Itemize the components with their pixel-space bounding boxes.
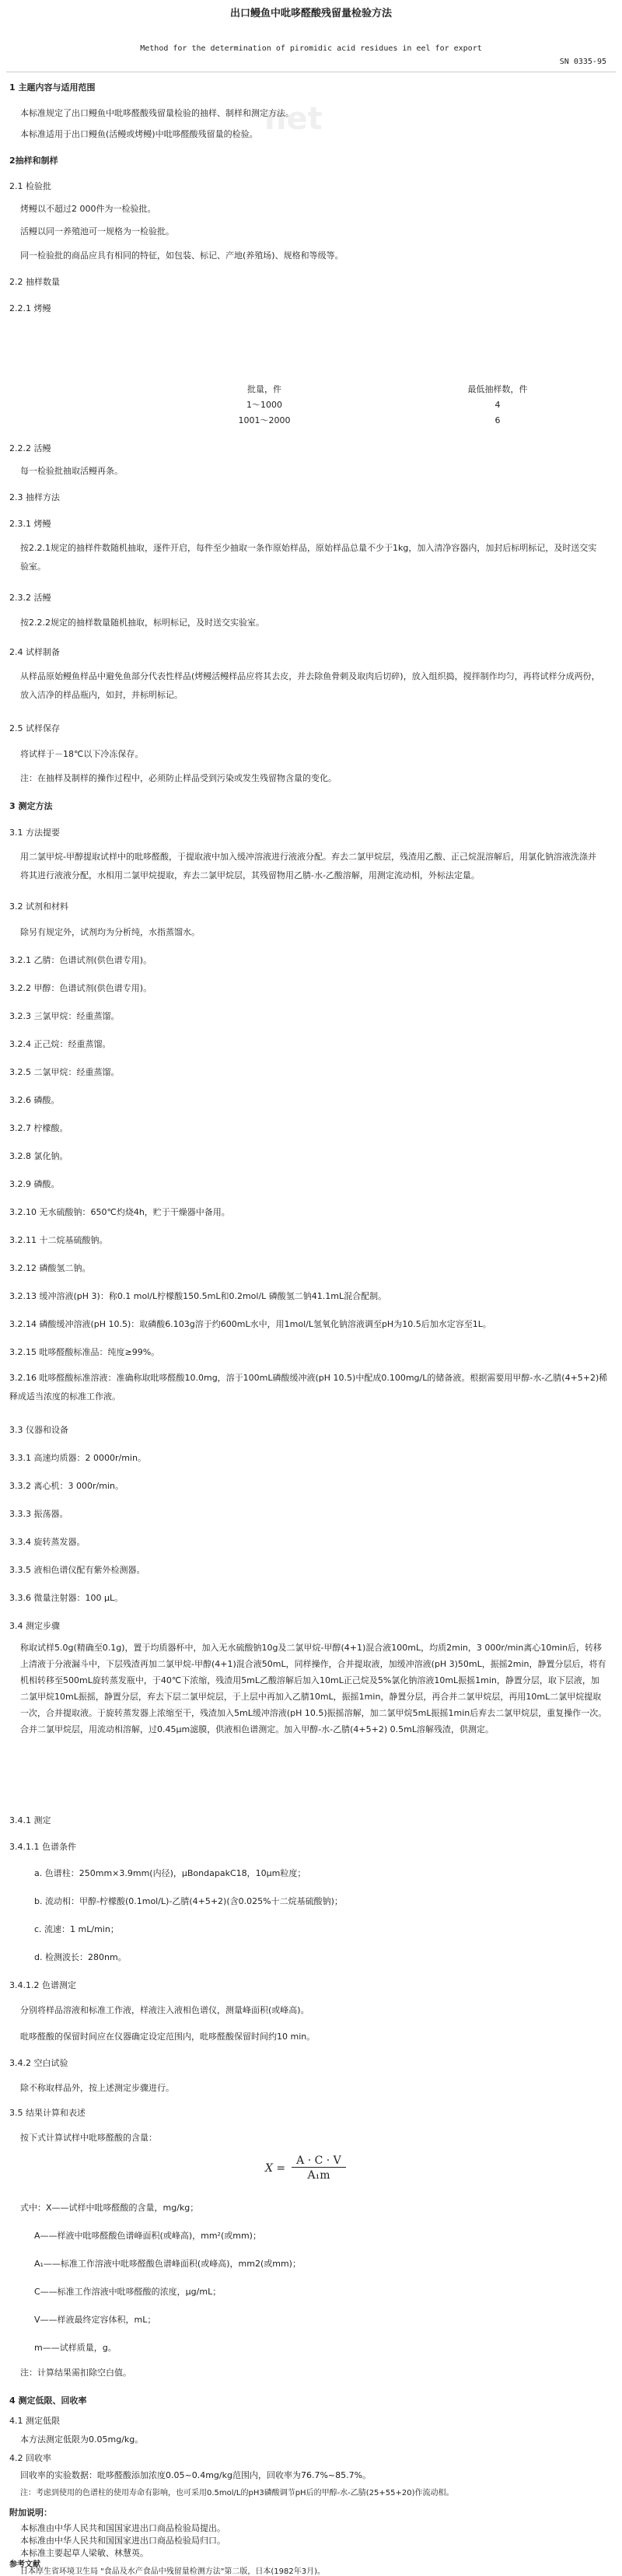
reagent-item: 3.2.2 甲醇：色谱试剂(供色谱专用)。	[9, 983, 152, 993]
paragraph: 称取试样5.0g(精确至0.1g)，置于均质器杯中，加入无水硫酸钠10g及二氯甲烷-甲醇(4+1)混合液100mL，均质2min，3 000r/min离心10min后，转移上清液于分液漏斗中，下层残渣再加二氯甲烷-甲醇(4+1)混合液50mL，同样操作，合并提取液，加缓冲溶液(pH 3)50mL，振摇2min，静置分层后，将有机相转移至500mL旋转蒸发瓶中，于40℃下浓缩，残渣用5mL乙酸溶解后加入10mL正己烷及5%氯化钠溶液10mL振摇1min，静置分层，取下层液，加二氯甲烷10mL振摇，静置分层，弃去下层二氯甲烷层，于上层中再加入乙腈10mL，振摇1min，静置分层，再合并二氯甲烷层，再用10mL二氯甲烷提取一次，合并提取液。于旋转蒸发器上浓缩至干，残渣加入5mL缓冲溶液(pH 10.5)振摇溶解，加二氯甲烷5mL振摇1min后弃去二氯甲烷层，重复操作一次。合并二氯甲烷层，用流动相溶解，过0.45μm滤膜，供液相色谱测定。加入甲醇-水-乙腈(4+5+2) 0.5mL溶解残渣，供测定。	[20, 1643, 607, 1734]
subheading: 3.4.1.1 色谱条件	[9, 1842, 76, 1852]
note: 注：计算结果需扣除空白值。	[20, 2368, 131, 2378]
condition-item: d. 检测波长：280nm。	[34, 1952, 127, 1962]
appendix-line: 本标准由中华人民共和国国家进出口商品检验局归口。	[20, 2536, 225, 2546]
paragraph: 除不称取样品外，按上述测定步骤进行。	[20, 2083, 174, 2093]
paragraph: 按下式计算试样中吡哆醛酸的含量：	[20, 2133, 157, 2143]
apparatus-item: 3.3.2 离心机：3 000r/min。	[9, 1481, 124, 1491]
reagent-item: 3.2.12 磷酸氢二钠。	[9, 1263, 91, 1273]
where-item: m——试样质量，g。	[34, 2343, 117, 2353]
paragraph: 注：在抽样及制样的操作过程中，必须防止样品受到污染或发生残留物含量的变化。	[20, 773, 337, 783]
paragraph: 将试样于－18℃以下冷冻保存。	[20, 749, 144, 759]
section-1-heading: 1 主题内容与适用范围	[9, 82, 96, 93]
reagent-item: 3.2.8 氯化钠。	[9, 1151, 68, 1161]
table-header-batch: 批量，件	[247, 384, 281, 394]
paragraph: 用二氯甲烷-甲醇提取试样中的吡哆醛酸，于提取液中加入缓冲溶液进行液液分配。弃去二氯甲烷层，残渣用乙酸、正己烷混溶解后，用氯化钠溶液洗涤并将其进行液液分配，水相用二氯甲烷提取，弃去二氯甲烷层，其残留物用乙腈-水-乙酸溶解，用测定流动相，外标法定量。	[20, 852, 596, 880]
paragraph: 同一检验批的商品应具有相同的特征，如包装、标记、产地(养殖场)、规格和等级等。	[20, 250, 344, 261]
subheading: 3.4 测定步骤	[9, 1621, 60, 1631]
subheading: 3.2 试剂和材料	[9, 901, 68, 912]
subheading: 2.1 检验批	[9, 181, 51, 191]
apparatus-item: 3.3.3 振荡器。	[9, 1509, 68, 1519]
formula	[264, 2154, 346, 2182]
reagent-item: 3.2.10 无水硫酸钠：650℃灼烧4h，贮于干燥器中备用。	[9, 1207, 230, 1217]
references-heading: 参考文献	[9, 2560, 40, 2569]
reagent-item: 3.2.4 正己烷：经重蒸馏。	[9, 1039, 111, 1049]
subheading: 4.1 测定低限	[9, 2416, 60, 2426]
section-3-heading: 3 测定方法	[9, 801, 53, 811]
apparatus-item: 3.3.6 微量注射器：100 μL。	[9, 1593, 124, 1603]
where-item: C——标准工作溶液中吡哆醛酸的浓度，μg/mL；	[34, 2287, 222, 2297]
reagent-item: 3.2.5 二氯甲烷：经重蒸馏。	[9, 1067, 120, 1077]
condition-item: b. 流动相：甲醇-柠檬酸(0.1mol/L)-乙腈(4+5+2)(含0.025%十二烷基硫酸钠)；	[34, 1896, 343, 1906]
document-subtitle: Method for the determination of piromidic acid residues in eel for export	[140, 44, 482, 53]
formula-numerator: A · C · V	[292, 2154, 346, 2168]
paragraph: 烤鳗以不超过2 000件为一检验批。	[20, 204, 156, 214]
subheading: 3.4.1.2 色谱测定	[9, 1980, 76, 1990]
paragraph: 回收率的实验数据：吡哆醛酸添加浓度0.05~0.4mg/kg范围内，回收率为76.7%~85.7%。	[20, 2470, 372, 2480]
section-2-heading: 2抽样和制样	[9, 156, 58, 166]
document-title: 出口鳗鱼中吡哆醛酸残留量检验方法	[229, 8, 392, 19]
reagent-item: 3.2.11 十二烷基硫酸钠。	[9, 1235, 108, 1245]
watermark: net	[264, 101, 323, 137]
paragraph: 按2.2.1规定的抽样件数随机抽取，逐件开启，每件至少抽取一条作原始样品，原始样品总量不少于1kg，加入清净容器内，加封后标明标记，及时送交实验室。	[20, 543, 597, 572]
paragraph: 本标准适用于出口鳗鱼(活鳗或烤鳗)中吡哆醛酸残留量的检验。	[20, 129, 258, 139]
table-row: 1001～2000 6	[238, 415, 501, 425]
subheading: 2.4 试样制备	[9, 647, 60, 657]
paragraph: 吡哆醛酸的保留时间应在仪器确定设定范围内，吡哆醛酸保留时间约10 min。	[20, 2032, 316, 2042]
subheading: 2.2.2 活鳗	[9, 443, 51, 453]
paragraph: 本方法测定低限为0.05mg/kg。	[20, 2434, 144, 2445]
table-row: 1～1000 4	[246, 399, 501, 410]
reagent-item: 3.2.6 磷酸。	[9, 1095, 60, 1105]
paragraph: 按2.2.2规定的抽样数量随机抽取，标明标记，及时送交实验室。	[20, 618, 264, 628]
where-item: A——样液中吡哆醛酸色谱峰面积(或峰高)，mm²(或mm)；	[34, 2231, 261, 2241]
paragraph: 每一检验批抽取活鳗再条。	[20, 466, 123, 476]
note: 注：考虑到使用的色谱柱的使用寿命有影响，也可采用0.5mol/L的pH3磷酸调节pH后的甲醇-水-乙腈(25+55+20)作流动相。	[20, 2489, 454, 2497]
reference-line: 日本厚生省环境卫生局 "食品及水产食品中残留量检测方法"第二版，日本(1982年3月)。	[20, 2567, 325, 2576]
subheading: 3.4.2 空白试验	[9, 2058, 68, 2068]
where-item: A₁——标准工作溶液中吡哆醛酸色谱峰面积(或峰高)，mm2(或mm)；	[34, 2259, 301, 2269]
formula-denominator: A₁m	[307, 2169, 330, 2182]
reagent-item: 3.2.16 吡哆醛酸标准溶液：准确称取吡哆醛酸10.0mg，溶于100mL磷酸缓冲液(pH 10.5)中配成0.100mg/L的储备液。根据需要用甲醇-水-乙腈(4+5+2)稀释成适当浓度的标准工作液。	[9, 1373, 608, 1402]
table-header-min: 最低抽样数，件	[467, 384, 528, 394]
subheading: 4.2 回收率	[9, 2453, 51, 2463]
subheading: 3.4.1 测定	[9, 1815, 51, 1825]
condition-item: c. 流速：1 mL/min；	[34, 1924, 119, 1934]
apparatus-item: 3.3.1 高速均质器：2 0000r/min。	[9, 1453, 146, 1463]
subheading: 2.2.1 烤鳗	[9, 303, 51, 313]
subheading: 3.3 仪器和设备	[9, 1425, 68, 1435]
reagent-item: 3.2.3 三氯甲烷：经重蒸馏。	[9, 1011, 120, 1021]
paragraph: 本标准规定了出口鳗鱼中吡哆醛酸残留量检验的抽样、制样和测定方法。	[20, 108, 294, 118]
subheading: 2.3 抽样方法	[9, 492, 60, 502]
paragraph: 从样品原始鳗鱼样品中避免鱼部分代表性样品(烤鳗活鳗样品应将其去皮，并去除鱼骨刺及取肉后切碎)，放入组织捣，搅拌制作均匀，再将试样分成两份，放入洁净的样品瓶内，如封，并标明标记。	[20, 671, 600, 700]
appendix-line: 本标准主要起草人梁敏、林慧英。	[20, 2548, 149, 2558]
appendix-line: 本标准由中华人民共和国国家进出口商品检验局提出。	[20, 2523, 225, 2533]
subheading: 3.1 方法提要	[9, 828, 60, 838]
appendix-heading: 附加说明：	[9, 2508, 52, 2518]
reagent-item: 3.2.14 磷酸缓冲溶液(pH 10.5)：取磷酸6.103g溶于约600mL水中，用1mol/L氢氧化钠溶液调至pH为10.5后加水定容至1L。	[9, 1319, 491, 1329]
sampling-table	[148, 381, 614, 428]
where-item: 式中：X——试样中吡哆醛酸的含量，mg/kg；	[20, 2203, 199, 2213]
paragraph: 活鳗以同一养殖池可一规格为一检验批。	[20, 226, 174, 236]
formula-lhs: X =	[265, 2162, 286, 2175]
subheading: 3.5 结果计算和表述	[9, 2108, 86, 2118]
condition-item: a. 色谱柱：250mm×3.9mm(内径)，μBondapakC18，10μm粒度；	[34, 1868, 306, 1878]
standard-number: SN 0335-95	[559, 58, 606, 66]
apparatus-item: 3.3.4 旋转蒸发器。	[9, 1537, 86, 1547]
reagent-item: 3.2.15 吡哆醛酸标准品：纯度≥99%。	[9, 1347, 160, 1357]
reagent-item: 3.2.13 缓冲溶液(pH 3)：称0.1 mol/L柠檬酸150.5mL和0.2mol/L 磷酸氢二钠41.1mL混合配制。	[9, 1291, 387, 1301]
subheading: 2.3.1 烤鳗	[9, 519, 51, 529]
reagent-item: 3.2.7 柠檬酸。	[9, 1123, 68, 1133]
apparatus-item: 3.3.5 液相色谱仪配有紫外检测器。	[9, 1565, 145, 1575]
subheading: 2.5 试样保存	[9, 723, 60, 733]
reagent-item: 3.2.1 乙腈：色谱试剂(供色谱专用)。	[9, 955, 152, 965]
paragraph: 除另有规定外，试剂均为分析纯，水指蒸馏水。	[20, 927, 200, 937]
subheading: 2.3.2 活鳗	[9, 593, 51, 603]
reagent-item: 3.2.9 磷酸。	[9, 1179, 60, 1189]
where-item: V——样液最终定容体积，mL；	[34, 2315, 156, 2325]
subheading: 2.2 抽样数量	[9, 277, 60, 287]
section-4-heading: 4 测定低限、回收率	[9, 2396, 87, 2406]
paragraph: 分别将样品溶液和标准工作液，样液注入液相色谱仪，测量峰面积(或峰高)。	[20, 2005, 309, 2015]
